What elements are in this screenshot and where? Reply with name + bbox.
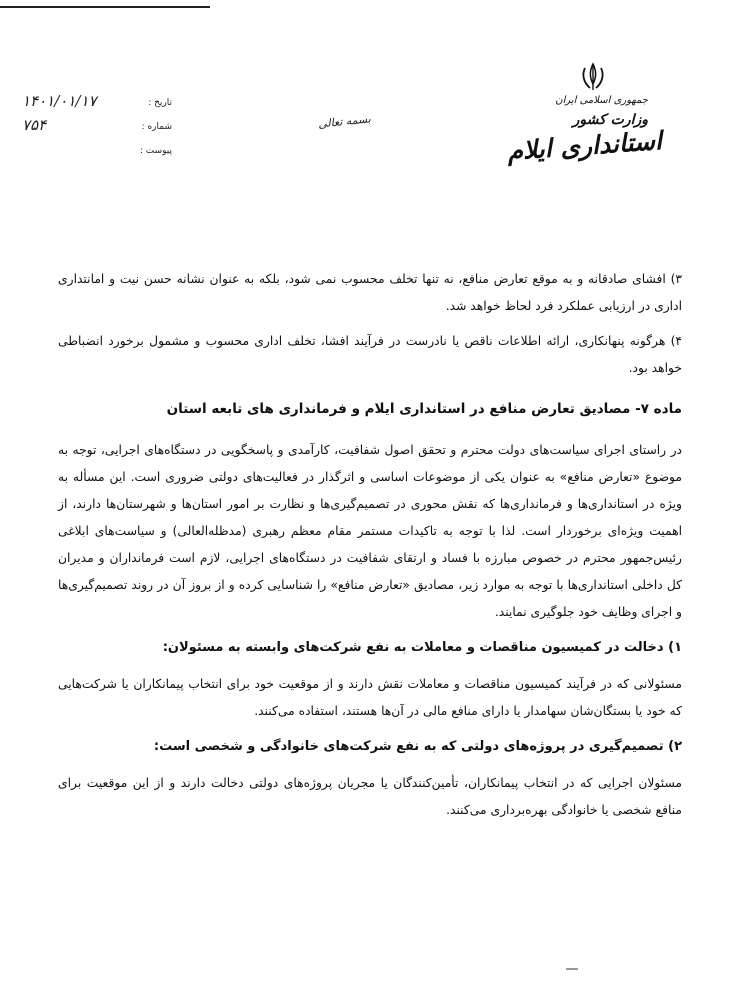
- article-7-text: در راستای اجرای سیاست‌های دولت محترم و تحقق اصول شفافیت، کارآمدی و پاسخگویی در دستگاه‌های اجرایی، توجه به موضوع «تعارض منافع» به عنوان یکی از موضوعات اساسی و اثرگذار در فعالیت‌های دولتی ضروری است. این مسأله به ویژه در استانداری‌ها و فرمانداری‌ها که نقش محوری در تصمیم‌گیری‌ها و نظارت بر امور استان‌ها و شهرستان‌ها دارند، از اهمیت ویژه‌ای برخوردار است. لذا با توجه به تاکیدات مستمر مقام معظم رهبری (مدظله‌العالی) و سیاست‌های ابلاغی رئیس‌جمهور محترم در خصوص مبارزه با فساد و ارتقای شفافیت در دستگاه‌های اجرایی، لازم است فرمانداران و مدیران کل داخلی استانداری‌ها با توجه به موارد زیر، مصادیق «تعارض منافع» را شناسایی کرده و از بروز آن در روند تصمیم‌گیری‌ها و اجرای وظایف خود جلوگیری نمایند.: [58, 443, 682, 619]
- top-rule: [0, 6, 210, 8]
- government-name: جمهوری اسلامی ایران: [555, 95, 648, 106]
- letter-meta: [22, 92, 172, 170]
- clause-4: ۴) هرگونه پنهانکاری، ارائه اطلاعات ناقص یا نادرست در فرآیند افشا، تخلف اداری محسوب و مشمول برخورد انضباطی خواهد بود.: [58, 334, 682, 375]
- item-1-title: ۱) دخالت در کمیسیون مناقصات و معاملات به نفع شرکت‌های وابسته به مسئولان:: [162, 640, 682, 655]
- letter-body: [58, 266, 682, 832]
- ministry-name: وزارت کشور: [572, 112, 648, 128]
- date-label: تاریخ :: [148, 98, 172, 108]
- scan-mark: [566, 968, 578, 970]
- iran-emblem-icon: [580, 62, 606, 92]
- clause-3: ۳) افشای صادقانه و به موقع تعارض منافع، نه تنها تخلف محسوب نمی شود، بلکه به عنوان نشانه حسن نیت و امانتداری اداری در ارزیابی عملکرد فرد لحاظ خواهد شد.: [58, 272, 682, 313]
- item-1-text: مسئولانی که در فرآیند کمیسیون مناقصات و معاملات نقش دارند و از موقعیت خود برای انتخاب پیمانکاران یا شرکت‌هایی که خود یا بستگان‌شان سهامدار یا دارای منافع مالی در آن‌ها هستند، استفاده می‌کنند.: [58, 677, 682, 718]
- number-label: شماره :: [141, 122, 172, 132]
- attachment-label: پیوست :: [139, 146, 172, 156]
- province-name: استانداری ایلام: [506, 126, 664, 166]
- number-value: ۷۵۴: [22, 116, 47, 134]
- article-7-title: ماده ۷- مصادیق تعارض منافع در استانداری ایلام و فرمانداری های تابعه استان: [166, 401, 682, 417]
- item-2-text: مسئولان اجرایی که در انتخاب پیمانکاران، تأمین‌کنندگان یا مجریان پروژه‌های دولتی دخالت دارند و از این موقعیت برای منافع شخصی یا خانوادگی بهره‌برداری می‌کنند.: [58, 776, 682, 817]
- letterhead: [506, 95, 664, 166]
- attachment-row: [22, 146, 172, 170]
- bismillah: بسمه تعالی: [317, 112, 372, 131]
- item-2-title: ۲) تصمیم‌گیری در پروژه‌های دولتی که به نفع شرکت‌های خانوادگی و شخصی است:: [153, 739, 682, 754]
- date-value: ۱۴۰۱/۰۱/۱۷: [22, 92, 97, 110]
- number-row: [22, 116, 172, 146]
